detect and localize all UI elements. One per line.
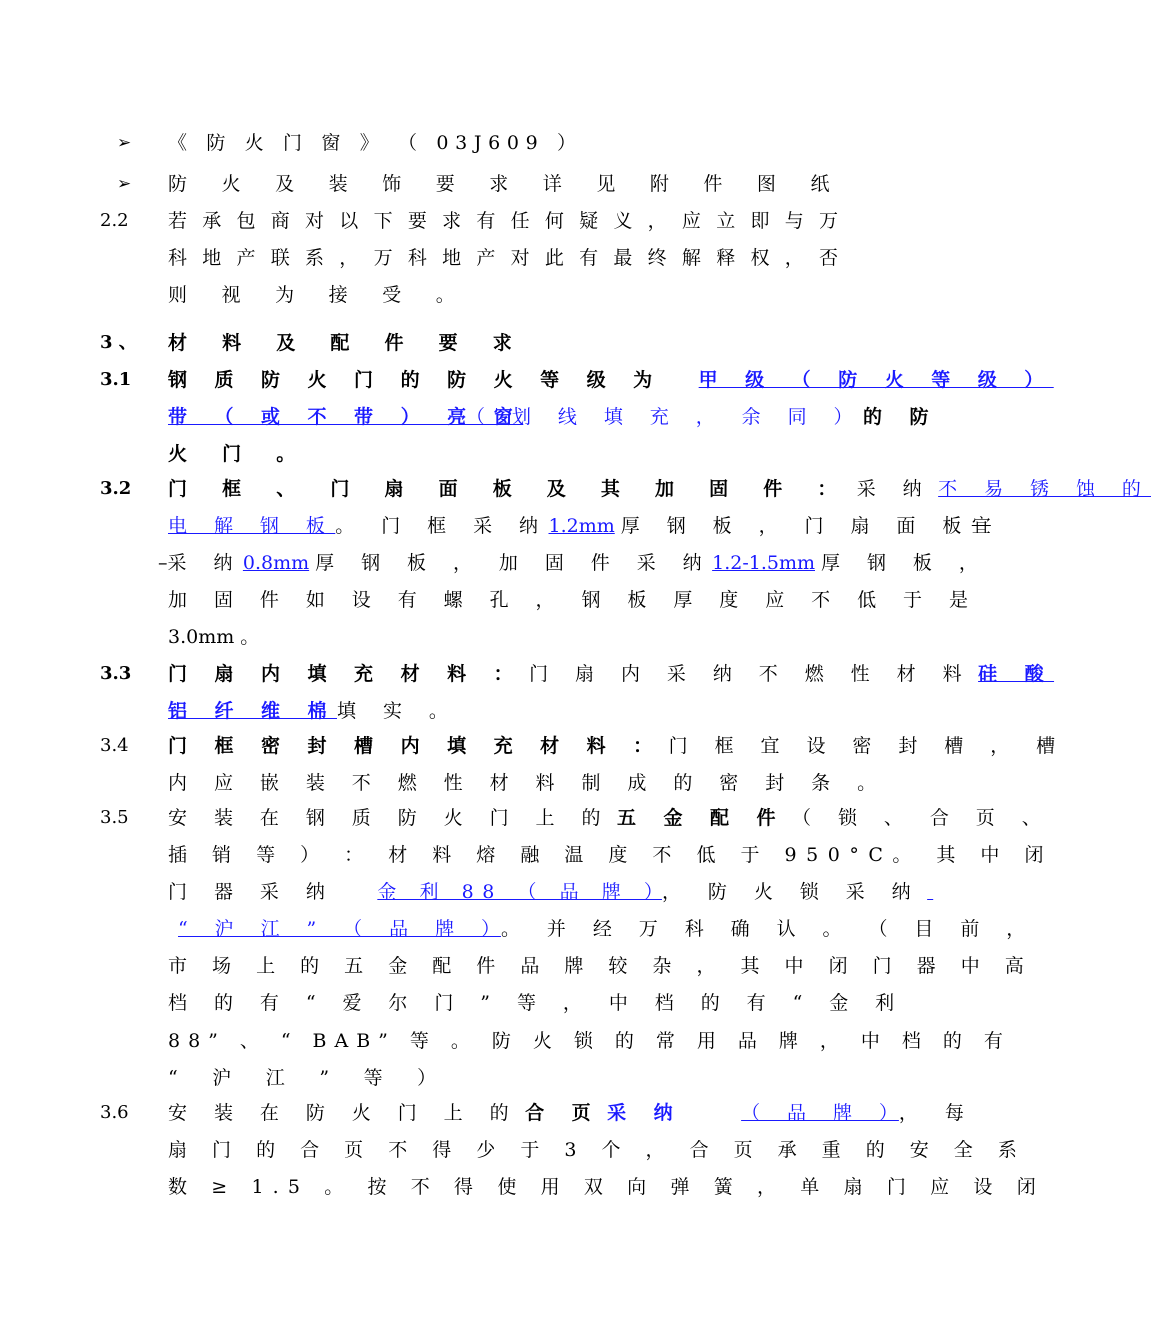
paragraph-line [168,697,838,725]
text-run: 安 装 在 防 火 门 上 的 [168,1102,520,1124]
text-run: 厚 钢 板 ， 加 固 件 采 纳 [315,552,713,574]
text-run: 合 页 [525,1102,602,1124]
paragraph-line: 内 应 嵌 装 不 燃 性 材 料 制 成 的 密 封 条 。 [168,772,887,794]
text-run: 填 实 。 [337,700,459,722]
text-run: 钢 质 防 火 门 的 防 火 等 级 为 [168,369,663,391]
text-run: 厚 钢 板 ， [821,552,989,574]
text-run: 采 纳 [167,552,243,574]
fill-blank-empty [927,878,961,906]
fill-blank: “ 沪 江 ” （ 品 牌 ） [178,918,501,940]
bullet-text: 防 火 及 装 饰 要 求 详 见 附 件 图 纸 [168,173,844,195]
text-run: （ 划 线 填 充 ， 余 同 ） [466,406,863,428]
paragraph-line [168,475,1151,503]
fill-blank: 0.8mm [242,552,310,574]
arrowhead-bullet-icon: ➢ [117,174,132,194]
paragraph-line: 科 地 产 联 系 ， 万 科 地 产 对 此 有 最 终 解 释 权 ， 否 [168,247,838,269]
text-run: 采 纳 [856,478,933,500]
paragraph-line: 加 固 件 如 设 有 螺 孔 ， 钢 板 厚 度 应 不 低 于 是 [168,589,979,611]
text-run: （ 锁 、 合 页 、 [792,807,1052,829]
fill-blank: 不 易 锈 蚀 的 [938,478,1151,500]
arrowhead-bullet-icon: ➢ [117,133,132,153]
text-run: ， 防 火 锁 采 纳 [661,881,922,903]
text-run: – [158,552,168,574]
text-run: 厚 钢 板 ， 门 扇 面 板 [620,515,972,537]
paragraph-line: 市 场 上 的 五 金 配 件 品 牌 较 杂 ， 其 中 闭 门 器 中 高 [168,955,1034,977]
fill-blank: 带 （ 或 不 带 ） 亮 窗 [168,406,524,428]
fill-blank: 甲 级 （ 防 火 等 级 ） [698,369,1054,391]
paragraph-line [168,660,1055,688]
paragraph-line [168,732,1066,760]
text-run: 宜 [971,515,991,537]
fill-blank: 电 解 钢 板 [168,515,336,537]
paragraph-line [168,366,1054,394]
bullet-text: 《 防 火 门 窗 》 （ 03J609 ） [168,132,583,154]
paragraph-line [168,403,939,431]
paragraph-line [168,878,922,906]
section-number: 3.3 [100,663,132,684]
fill-blank: 金 利 88 （ 品 牌 ） [377,881,662,903]
paragraph-line: 档 的 有 “ 爱 尔 门 ” 等 ， 中 档 的 有 “ 金 利 [168,992,905,1014]
paragraph-line: 3.0mm 。 [168,626,260,648]
section-number: 3 、 [100,332,137,353]
paragraph-line: 若 承 包 商 对 以 下 要 求 有 任 何 疑 义 ， 应 立 即 与 万 [168,210,838,232]
fill-blank: 1.2mm [548,515,615,537]
text-run: 五 金 配 件 [616,807,786,829]
section-number: 3.6 [100,1102,129,1123]
paragraph-line: 扇 门 的 合 页 不 得 少 于 3 个 ， 合 页 承 重 的 安 全 系 [168,1139,1027,1161]
section-number: 3.1 [100,369,132,390]
text-run: 门 框 宜 设 密 封 槽 ， 槽 [668,735,1066,757]
section-title: 材 料 及 配 件 要 求 [168,332,526,354]
text-run: 门 器 采 纳 [168,881,336,903]
paragraph-line: 火 门 。 [168,443,310,465]
text-run: 门 扇 内 采 纳 不 燃 性 材 料 [529,663,973,685]
fill-blank: 铝 纤 维 棉 [168,700,337,722]
text-run: 安 装 在 钢 质 防 火 门 上 的 [168,807,611,829]
fill-blank: 硅 酸 [978,663,1055,685]
bullet-item [168,129,838,157]
paragraph-line [168,512,991,540]
text-run: 。 门 框 采 纳 [335,515,549,537]
fill-blank: （ 品 牌 ） [741,1102,899,1124]
paragraph-line [168,1099,975,1127]
section-number: 3.5 [100,807,129,828]
section-number: 3.4 [100,735,129,756]
text-run: 采 纳 [607,1102,684,1124]
bullet-item [168,170,844,198]
section-number: 2.2 [100,210,129,231]
text-run: 门 框 密 封 槽 内 填 充 材 料 ： [168,735,663,757]
paragraph-line: 88” 、 “ BAB” 等 。 防 火 锁 的 常 用 品 牌 ， 中 档 的 有 [168,1030,1011,1052]
section-number: 3.2 [100,478,132,499]
text-run: 门 框 、 门 扇 面 板 及 其 加 固 件 ： [168,478,851,500]
text-run: ， 每 [898,1102,975,1124]
paragraph-line [168,915,1036,943]
text-run: 门 扇 内 填 充 材 料 ： [168,663,524,685]
paragraph-line: 则 视 为 接 受 。 [168,284,469,306]
paragraph-line: “ 沪 江 ” 等 ） [168,1067,451,1089]
paragraph-line: 插 销 等 ） ： 材 料 熔 融 温 度 不 低 于 950°C。 其 中 闭 [168,844,1053,866]
text-run: 的 防 [862,406,939,428]
text-run: 。 并 经 万 科 确 认 。 （ 目 前 ， [500,918,1036,940]
fill-blank: 1.2-1.5mm [712,552,815,574]
paragraph-line [168,804,1052,832]
paragraph-line: 数 ≥ 1.5 。 按 不 得 使 用 双 向 弹 簧 ， 单 扇 门 应 设 闭 [168,1176,1045,1198]
paragraph-line [158,549,989,577]
